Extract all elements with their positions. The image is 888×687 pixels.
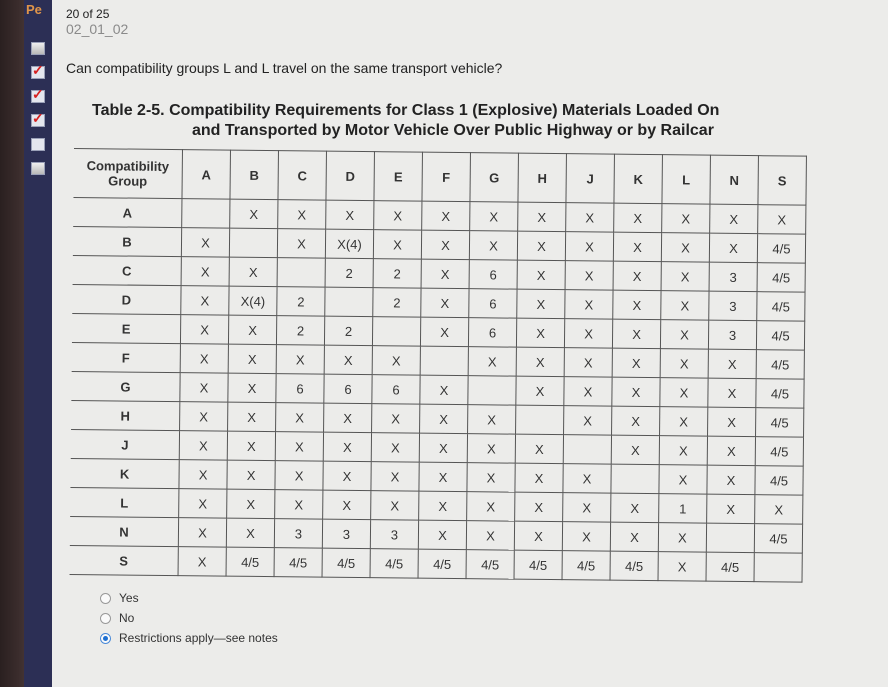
table-cell [325, 287, 373, 317]
table-cell [516, 405, 564, 435]
table-cell: X [613, 290, 661, 320]
table-cell: 4/5 [562, 551, 610, 581]
table-cell: X [660, 349, 708, 379]
table-cell: X [229, 257, 277, 287]
table-cell: X [180, 402, 228, 432]
row-header-s: S [70, 545, 179, 575]
table-cell: X [371, 462, 419, 492]
table-cell: X [324, 403, 372, 433]
table-cell: X [228, 344, 276, 374]
nav-question-6-icon[interactable] [31, 162, 45, 175]
table-cell: X [662, 204, 710, 234]
column-header-f: F [422, 152, 471, 201]
table-cell: 2 [325, 258, 373, 288]
table-cell: 4/5 [756, 350, 804, 380]
table-cell: X [230, 199, 278, 229]
question-nav-sidebar [24, 0, 52, 687]
row-header-n: N [70, 516, 179, 546]
table-cell: X [467, 492, 515, 522]
table-cell: X [179, 460, 227, 490]
table-cell: X [613, 261, 661, 291]
table-cell [372, 317, 420, 347]
question-id: 02_01_02 [66, 21, 129, 37]
column-header-n: N [710, 155, 759, 204]
table-cell: X [179, 489, 227, 519]
table-cell: X [659, 465, 707, 495]
radio-button[interactable] [100, 633, 111, 644]
brand-logo: Pe [26, 2, 42, 17]
table-cell: X [179, 431, 227, 461]
table-cell: X [566, 203, 614, 233]
table-cell: X [468, 347, 516, 377]
table-cell: X [517, 260, 565, 290]
table-cell: 4/5 [757, 292, 805, 322]
table-cell: X [371, 491, 419, 521]
table-cell: 4/5 [274, 548, 322, 578]
column-header-g: G [470, 153, 519, 202]
answer-option-label[interactable]: No [119, 611, 135, 625]
column-header-j: J [566, 154, 615, 203]
table-cell: 2 [277, 287, 325, 317]
table-cell: X [323, 461, 371, 491]
table-cell [420, 346, 468, 376]
table-cell: X [374, 201, 422, 231]
table-cell: X [275, 490, 323, 520]
table-cell: X [420, 404, 468, 434]
table-cell: 4/5 [757, 234, 805, 264]
table-cell: 3 [370, 520, 418, 550]
table-cell: 4/5 [418, 549, 466, 579]
table-cell: X [516, 347, 564, 377]
table-cell: X [228, 402, 276, 432]
table-cell: X [755, 495, 803, 525]
table-cell: 2 [324, 316, 372, 346]
table-cell: X [610, 522, 658, 552]
table-cell [563, 435, 611, 465]
table-cell: 4/5 [755, 437, 803, 467]
table-cell: 3 [322, 519, 370, 549]
table-cell: X [758, 205, 806, 235]
table-cell: X [467, 463, 515, 493]
radio-button[interactable] [100, 593, 111, 604]
table-cell: X [227, 431, 275, 461]
table-cell: X [226, 518, 274, 548]
table-cell: X [660, 320, 708, 350]
table-cell: X [612, 348, 660, 378]
table-cell: 4/5 [757, 263, 805, 293]
table-cell: X [323, 490, 371, 520]
table-cell: X [708, 407, 756, 437]
table-cell: X [612, 319, 660, 349]
table-cell: X [371, 433, 419, 463]
column-header-h: H [518, 153, 567, 202]
column-header-k: K [614, 154, 663, 203]
table-cell: X [421, 288, 469, 318]
table-cell: X [707, 494, 755, 524]
table-cell: X [710, 204, 758, 234]
table-cell: X [518, 202, 566, 232]
table-header-row [73, 148, 806, 205]
table-cell: 4/5 [756, 379, 804, 409]
row-header-j: J [71, 429, 180, 459]
column-header-a: A [182, 150, 231, 199]
nav-question-2-checked-icon[interactable] [31, 66, 45, 79]
table-cell [468, 376, 516, 406]
nav-question-1-icon[interactable] [31, 42, 45, 55]
table-cell: X [565, 232, 613, 262]
table-cell: X [372, 404, 420, 434]
table-cell: 4/5 [756, 321, 804, 351]
table-cell: X [275, 432, 323, 462]
column-header-d: D [326, 151, 375, 200]
table-cell: X [564, 406, 612, 436]
table-cell: X [517, 231, 565, 261]
table-cell: 1 [659, 494, 707, 524]
table-cell: X [228, 315, 276, 345]
table-cell: X [516, 376, 564, 406]
table-cell: X [708, 378, 756, 408]
answer-option-label[interactable]: Yes [119, 591, 139, 605]
table-cell [182, 199, 230, 229]
table-cell: X(4) [325, 229, 373, 259]
column-header-c: C [278, 151, 327, 200]
row-header-h: H [71, 400, 180, 430]
table-cell: X [228, 373, 276, 403]
table-cell: X [661, 262, 709, 292]
table-cell: X [181, 286, 229, 316]
table-cell: X [181, 257, 229, 287]
table-cell: X [660, 407, 708, 437]
table-cell: X [466, 521, 514, 551]
table-cell: X [276, 345, 324, 375]
table-cell: X [658, 552, 706, 582]
table-cell: 3 [274, 519, 322, 549]
table-cell: X [323, 432, 371, 462]
table-cell: X [227, 489, 275, 519]
table-cell: X [661, 233, 709, 263]
table-title-line2: and Transported by Motor Vehicle Over Public Highway or by Railcar [192, 122, 714, 139]
table-cell: X [564, 348, 612, 378]
table-cell: X [278, 200, 326, 230]
table-cell: X [707, 436, 755, 466]
table-cell: 4/5 [756, 408, 804, 438]
table-cell: X [613, 232, 661, 262]
table-cell: X [709, 233, 757, 263]
compatibility-table [70, 148, 807, 583]
table-cell: X [611, 493, 659, 523]
table-cell: X [515, 434, 563, 464]
table-cell: 3 [709, 262, 757, 292]
table-cell: 4/5 [514, 550, 562, 580]
table-cell [754, 553, 802, 583]
table-cell: 4/5 [754, 524, 802, 554]
table-cell: 2 [373, 259, 421, 289]
table-cell: X [515, 492, 563, 522]
question-text: Can compatibility groups L and L travel on the same transport vehicle? [66, 60, 503, 76]
table-cell: X [180, 373, 228, 403]
table-cell: X [326, 200, 374, 230]
table-cell: 3 [708, 320, 756, 350]
row-header-g: G [71, 371, 180, 401]
table-cell: X [422, 201, 470, 231]
table-cell: X [515, 463, 563, 493]
table-cell: X(4) [229, 286, 277, 316]
table-cell: X [661, 291, 709, 321]
table-cell: X [418, 520, 466, 550]
table-cell: X [419, 491, 467, 521]
row-header-d: D [72, 284, 181, 314]
table-cell: X [419, 433, 467, 463]
answer-option-1[interactable] [100, 588, 278, 608]
radio-button[interactable] [100, 613, 111, 624]
table-cell: X [469, 231, 517, 261]
table-cell: X [467, 434, 515, 464]
table-cell: X [612, 406, 660, 436]
table-cell: X [564, 377, 612, 407]
column-header-l: L [662, 155, 711, 204]
answer-option-label[interactable]: Restrictions apply—see notes [119, 631, 278, 645]
nav-question-4-checked-icon[interactable] [31, 114, 45, 127]
row-header-k: K [70, 458, 179, 488]
table-cell: X [180, 315, 228, 345]
answer-options [100, 588, 278, 648]
table-cell: X [178, 547, 226, 577]
table-cell: X [611, 435, 659, 465]
column-header-s: S [758, 156, 807, 205]
table-cell: X [659, 436, 707, 466]
table-cell: 4/5 [370, 549, 418, 579]
row-header-e: E [72, 313, 181, 343]
table-cell: X [276, 403, 324, 433]
table-cell: 6 [276, 374, 324, 404]
row-header-a: A [73, 197, 182, 227]
table-cell: X [517, 289, 565, 319]
table-cell: X [324, 345, 372, 375]
table-cell: 6 [469, 260, 517, 290]
table-cell: X [563, 464, 611, 494]
table-cell: 4/5 [706, 552, 754, 582]
table-cell: 4/5 [466, 550, 514, 580]
table-cell [277, 258, 325, 288]
answer-option-3[interactable] [100, 628, 278, 648]
table-title [92, 101, 852, 141]
table-cell: X [181, 228, 229, 258]
table-cell [706, 523, 754, 553]
table-cell: 6 [372, 375, 420, 405]
table-title-line1: Table 2-5. Compatibility Requirements for Class 1 (Explosive) Materials Loaded On [92, 102, 720, 119]
table-cell: X [420, 375, 468, 405]
table-cell: X [180, 344, 228, 374]
column-header-b: B [230, 150, 279, 199]
row-header-b: B [73, 226, 182, 256]
table-cell: 4/5 [755, 466, 803, 496]
table-cell: 4/5 [610, 551, 658, 581]
table-cell: 6 [468, 318, 516, 348]
table-cell: X [227, 460, 275, 490]
table-cell: X [562, 522, 610, 552]
table-cell: X [470, 202, 518, 232]
table-cell: 6 [324, 374, 372, 404]
table-cell: X [178, 518, 226, 548]
table-cell: X [563, 493, 611, 523]
table-cell: X [516, 318, 564, 348]
row-header-l: L [70, 487, 179, 517]
corner-header: Compatibility Group [73, 148, 182, 198]
table-cell: X [514, 521, 562, 551]
table-cell: X [421, 259, 469, 289]
table-cell: 4/5 [322, 548, 370, 578]
row-header-f: F [72, 342, 181, 372]
table-cell: X [419, 462, 467, 492]
table-cell: X [275, 461, 323, 491]
table-cell: X [708, 349, 756, 379]
table-cell [229, 228, 277, 258]
answer-option-2[interactable] [100, 608, 278, 628]
table-cell: X [612, 377, 660, 407]
table-cell: 2 [276, 316, 324, 346]
table-cell: 6 [469, 289, 517, 319]
table-cell: X [421, 230, 469, 260]
table-cell: 3 [709, 291, 757, 321]
table-cell: X [614, 203, 662, 233]
table-cell: X [565, 290, 613, 320]
table-cell: X [565, 261, 613, 291]
table-cell: X [420, 317, 468, 347]
row-header-c: C [73, 255, 182, 285]
table-cell: X [373, 230, 421, 260]
table-cell: X [372, 346, 420, 376]
nav-question-5-icon[interactable] [31, 138, 45, 151]
table-cell: 4/5 [226, 547, 274, 577]
table-cell: X [277, 229, 325, 259]
table-cell: X [564, 319, 612, 349]
table-cell: X [660, 378, 708, 408]
table-cell: X [658, 523, 706, 553]
table-cell: X [468, 405, 516, 435]
table-cell: X [707, 465, 755, 495]
column-header-e: E [374, 152, 423, 201]
nav-question-3-checked-icon[interactable] [31, 90, 45, 103]
table-cell: 2 [373, 288, 421, 318]
question-counter: 20 of 25 [66, 7, 110, 21]
main-content [52, 0, 888, 687]
table-cell [611, 464, 659, 494]
